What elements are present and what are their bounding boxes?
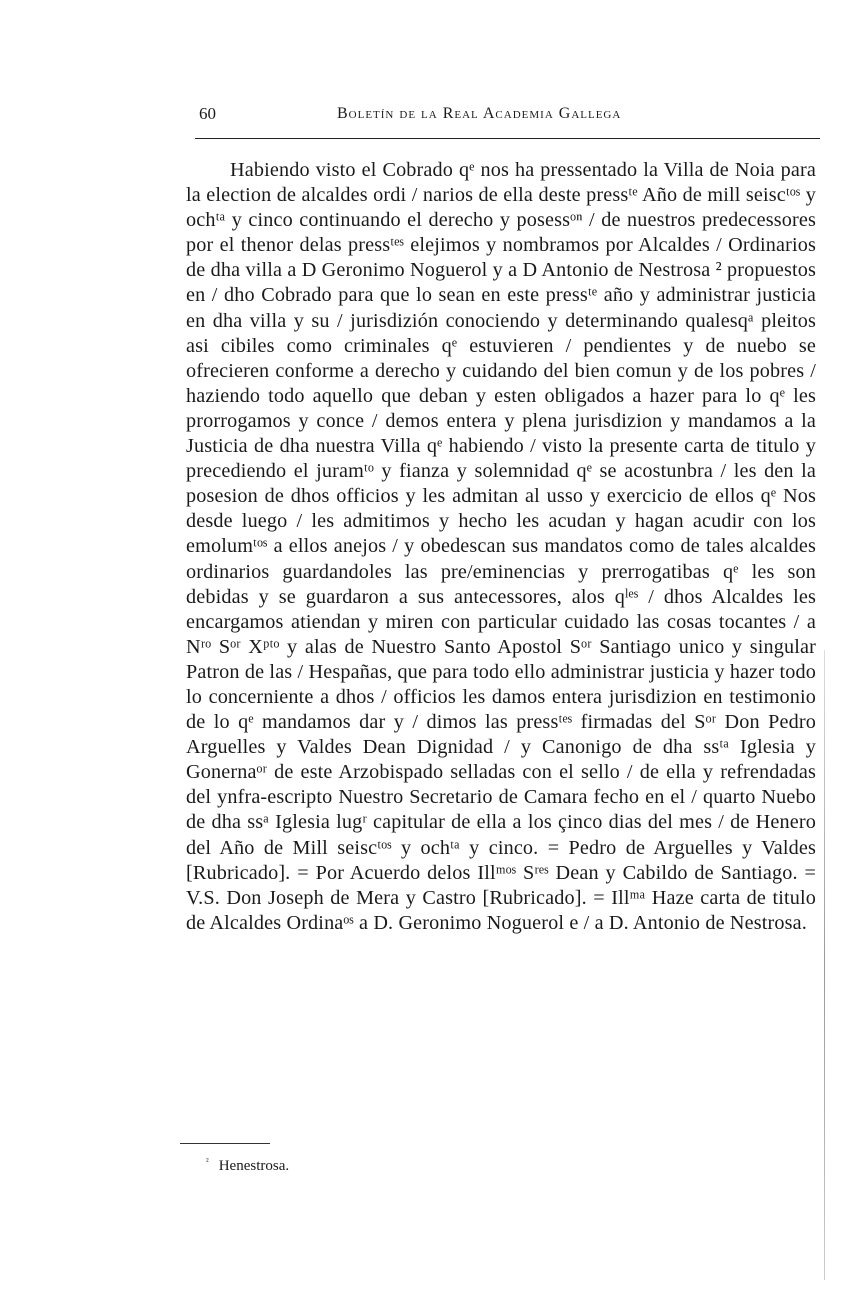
page-number: 60 bbox=[199, 104, 216, 123]
page-header bbox=[195, 104, 820, 130]
body-paragraph: Habiendo visto el Cobrado qᵉ nos ha pressentado la Villa de Noia para la election de alcaldes ordi / narios de ella deste pressᵗᵉ Año de mill seiscᵗᵒˢ y ochᵗᵃ y cinco continuando el derecho y posessᵒⁿ / de nuestros predecessores por el thenor delas pressᵗᵉˢ elejimos y nombramos por Alcaldes / Ordinarios de dha villa a D Geronimo Noguerol y a D Antonio de Nestrosa ² propuestos en / dho Cobrado para que lo sean en este pressᵗᵉ año y administrar justicia en dha villa y su / jurisdizión conociendo y determinando qualesqᵃ pleitos asi cibiles como criminales qᵉ estuvieren / pendientes y de nuebo se ofrecieren conforme a derecho y cuidando del bien comun y de los pobres / haziendo todo aquello que deban y esten obligados a hazer para lo qᵉ les prorrogamos y conce / demos entera y plena jurisdizion y mandamos a la Justicia de dha nuestra Villa qᵉ habiendo / visto la presente carta de titulo y precediendo el juramᵗᵒ y fianza y solemnidad qᵉ se acostunbra / les den la posesion de dhos officios y les admitan al usso y exercicio de ellos qᵉ Nos desde luego / les admitimos y hecho les acudan y hagan acudir con los emolumᵗᵒˢ a ellos anejos / y obedescan sus mandatos como de tales alcaldes ordinarios guardandoles las pre/eminencias y prerrogatibas qᵉ les son debidas y se guardaron a sus antecessores, alos qˡᵉˢ / dhos Alcaldes les encargamos atiendan y miren con particular cuidado las cosas tocantes / a Nʳᵒ Sᵒʳ Xᵖᵗᵒ y alas de Nuestro Santo Apostol Sᵒʳ Santiago unico y singular Patron de las / Hespañas, que para todo ello administrar justicia y hazer todo lo concerniente a dhos / officios les damos entera jurisdizion en testimonio de lo qᵉ mandamos dar y / dimos las pressᵗᵉˢ firmadas del Sᵒʳ Don Pedro Arguelles y Valdes Dean Dignidad / y Canonigo de dha ssᵗᵃ Iglesia y Gonernaᵒʳ de este Arzobispado selladas con el sello / de ella y refrendadas del ynfra-escripto Nuestro Secretario de Camara fecho en el / quarto Nuebo de dha ssᵃ Iglesia lugʳ capitular de ella a los çinco dias del mes / de Henero del Año de Mill seiscᵗᵒˢ y ochᵗᵃ y cinco. = Pedro de Arguelles y Valdes [Rubricado]. = Por Acuerdo delos Illᵐᵒˢ Sʳᵉˢ Dean y Cabildo de Santiago. = V.S. Don Joseph de Mera y Castro [Rubricado]. = Illᵐᵃ Haze carta de titulo de Alcaldes Ordinaᵒˢ a D. Geronimo Noguerol e / a D. Antonio de Nestrosa. bbox=[186, 159, 816, 934]
header-rule bbox=[195, 138, 820, 139]
footnote-marker: ² bbox=[206, 1156, 209, 1166]
running-title: Boletín de la Real Academia Gallega bbox=[337, 105, 622, 122]
footnote-text: Henestrosa. bbox=[218, 1158, 290, 1174]
page-edge-shadow bbox=[824, 650, 825, 1280]
footnote-rule bbox=[180, 1143, 270, 1144]
footnote bbox=[206, 1156, 289, 1175]
